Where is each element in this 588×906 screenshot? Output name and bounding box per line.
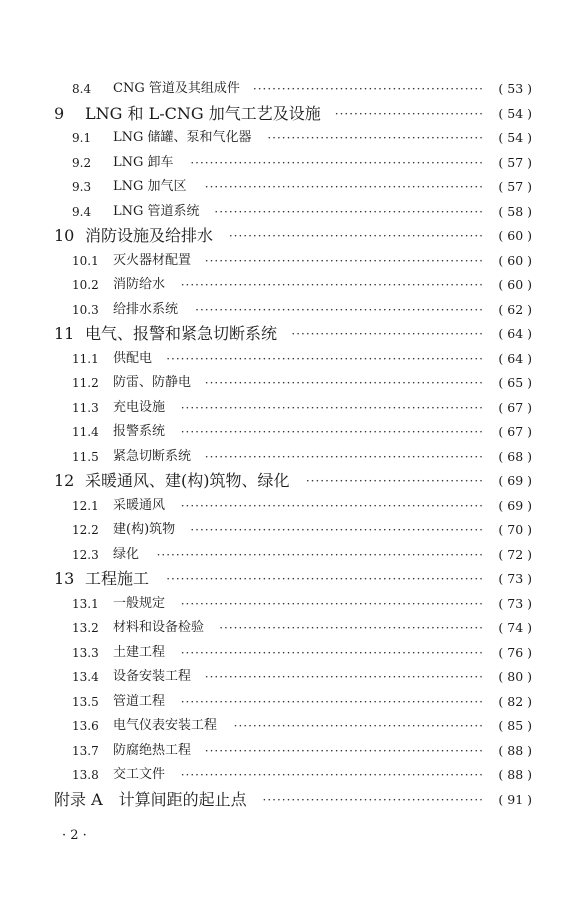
toc-entry-title: 供配电 bbox=[113, 350, 153, 366]
toc-dot-leader: ················································ bbox=[252, 82, 484, 96]
toc-entry-title: 设备安装工程 bbox=[113, 669, 192, 684]
toc-section-row bbox=[0, 175, 588, 199]
toc-page-reference: ( 74 ) bbox=[498, 620, 532, 635]
toc-section-row bbox=[0, 396, 588, 420]
toc-section-row bbox=[0, 126, 588, 150]
toc-entry-title: 电气仪表安装工程 bbox=[113, 718, 218, 733]
toc-section-row bbox=[0, 273, 588, 297]
toc-page-reference: ( 82 ) bbox=[498, 693, 532, 709]
toc-dot-leader: ········································ bbox=[291, 327, 484, 341]
toc-entry-number: 12.2 bbox=[72, 523, 99, 537]
toc-page-reference: ( 53 ) bbox=[498, 81, 532, 96]
toc-dot-leader: ····························································· bbox=[190, 155, 484, 170]
toc-entry-number: 13.4 bbox=[72, 670, 99, 684]
toc-entry-title: 采暖通风、建(构)筑物、绿化 bbox=[85, 471, 290, 490]
toc-entry-number: 10 bbox=[54, 226, 75, 245]
toc-section-row bbox=[0, 543, 588, 567]
toc-section-row bbox=[0, 494, 588, 518]
toc-dot-leader: ·························································· bbox=[204, 449, 484, 464]
toc-entry-number: 13.6 bbox=[72, 719, 99, 733]
toc-section-row bbox=[0, 690, 588, 714]
toc-entry-title: CNG 管道及其组成件 bbox=[113, 81, 240, 96]
toc-section-row bbox=[0, 739, 588, 763]
toc-entry-number: 9.1 bbox=[72, 131, 92, 145]
toc-entry-number: 8.4 bbox=[72, 82, 92, 96]
toc-entry-number: 9 bbox=[54, 103, 65, 123]
toc-dot-leader: ······························································· bbox=[180, 400, 484, 415]
toc-section-row bbox=[0, 616, 588, 640]
toc-page-reference: ( 64 ) bbox=[498, 350, 532, 366]
toc-entry-number: 13.8 bbox=[72, 768, 99, 782]
toc-page-reference: ( 54 ) bbox=[498, 130, 532, 145]
toc-page-reference: ( 57 ) bbox=[498, 154, 532, 170]
toc-entry-title: 建(构)筑物 bbox=[113, 522, 176, 537]
toc-entry-number: 12.3 bbox=[72, 547, 99, 562]
toc-dot-leader: ······························································· bbox=[180, 596, 484, 611]
toc-entry-title: LNG 加气区 bbox=[113, 179, 187, 194]
toc-section-row bbox=[0, 714, 588, 738]
toc-page-reference: ( 88 ) bbox=[498, 767, 532, 782]
toc-entry-title: LNG 卸车 bbox=[113, 154, 174, 170]
toc-page-reference: ( 65 ) bbox=[498, 375, 532, 390]
toc-page-reference: ( 54 ) bbox=[498, 105, 532, 121]
toc-entry-title: 消防给水 bbox=[113, 277, 166, 292]
toc-dot-leader: ····························································· bbox=[190, 523, 484, 537]
toc-dot-leader: ·························································· bbox=[204, 743, 484, 758]
toc-page-reference: ( 69 ) bbox=[498, 497, 532, 513]
toc-chapter-row bbox=[0, 567, 588, 591]
toc-entry-title: 充电设施 bbox=[113, 399, 166, 415]
toc-page-reference: ( 57 ) bbox=[498, 179, 532, 194]
toc-section-row bbox=[0, 347, 588, 371]
toc-dot-leader: ······························································· bbox=[180, 645, 484, 660]
toc-dot-leader: ······························································· bbox=[180, 425, 484, 439]
toc-entry-number: 12.1 bbox=[72, 498, 99, 513]
toc-entry-number: 12 bbox=[54, 471, 75, 490]
toc-dot-leader: ·························································· bbox=[204, 670, 484, 684]
toc-section-row bbox=[0, 641, 588, 665]
toc-chapter-row bbox=[0, 224, 588, 248]
toc-entry-number: 9.3 bbox=[72, 180, 92, 194]
toc-dot-leader: ·························································· bbox=[204, 376, 484, 390]
toc-entry-number: 11.1 bbox=[72, 351, 99, 366]
toc-entry-title: 附录 A 计算间距的起止点 bbox=[54, 789, 247, 809]
toc-page-reference: ( 76 ) bbox=[498, 644, 532, 660]
toc-entry-number: 13.7 bbox=[72, 743, 99, 758]
toc-dot-leader: ············································· bbox=[267, 131, 484, 145]
toc-dot-leader: ···································································· bbox=[156, 547, 484, 562]
toc-entry-title: 给排水系统 bbox=[113, 301, 179, 317]
toc-section-row bbox=[0, 298, 588, 322]
toc-section-row bbox=[0, 77, 588, 101]
toc-entry-title: 土建工程 bbox=[113, 644, 166, 660]
toc-section-row bbox=[0, 200, 588, 224]
toc-entry-number: 11 bbox=[54, 324, 75, 343]
toc-entry-number: 13.5 bbox=[72, 694, 99, 709]
toc-section-row bbox=[0, 665, 588, 689]
toc-entry-number: 13.1 bbox=[72, 596, 99, 611]
toc-entry-title: LNG 管道系统 bbox=[113, 203, 200, 219]
toc-entry-number: 10.1 bbox=[72, 253, 99, 268]
toc-page-reference: ( 60 ) bbox=[498, 228, 532, 243]
toc-page-reference: ( 60 ) bbox=[498, 252, 532, 268]
toc-entry-number: 13.2 bbox=[72, 621, 99, 635]
toc-entry-number: 10.3 bbox=[72, 302, 99, 317]
toc-section-row bbox=[0, 371, 588, 395]
toc-entry-number: 13.3 bbox=[72, 645, 99, 660]
toc-dot-leader: ·································································· bbox=[166, 572, 484, 586]
toc-page-reference: ( 73 ) bbox=[498, 595, 532, 611]
toc-dot-leader: ······························· bbox=[334, 106, 484, 121]
toc-entry-number: 9.4 bbox=[72, 204, 92, 219]
toc-dot-leader: ·············································· bbox=[262, 792, 484, 807]
toc-entry-title: 交工文件 bbox=[113, 767, 166, 782]
toc-dot-leader: ·························································· bbox=[204, 253, 484, 268]
toc-page-reference: ( 69 ) bbox=[498, 473, 532, 488]
toc-page-reference: ( 62 ) bbox=[498, 301, 532, 317]
toc-page-reference: ( 67 ) bbox=[498, 424, 532, 439]
toc-dot-leader: ······························································· bbox=[180, 768, 484, 782]
toc-appendix-row bbox=[0, 788, 588, 812]
toc-page-reference: ( 85 ) bbox=[498, 718, 532, 733]
toc-section-row bbox=[0, 249, 588, 273]
toc-entry-number: 13 bbox=[54, 569, 75, 588]
toc-entry-title: 工程施工 bbox=[85, 569, 150, 588]
toc-page-reference: ( 64 ) bbox=[498, 326, 532, 341]
toc-entry-title: 紧急切断系统 bbox=[113, 448, 192, 464]
toc-dot-leader: ·································································· bbox=[166, 351, 484, 366]
toc-entry-number: 11.5 bbox=[72, 449, 99, 464]
toc-chapter-row bbox=[0, 102, 588, 126]
toc-section-row bbox=[0, 151, 588, 175]
toc-dot-leader: ······························································· bbox=[180, 278, 484, 292]
toc-entry-title: 材料和设备检验 bbox=[113, 620, 205, 635]
toc-page-reference: ( 70 ) bbox=[498, 522, 532, 537]
toc-dot-leader: ····································· bbox=[305, 474, 484, 488]
toc-entry-title: LNG 储罐、泵和气化器 bbox=[113, 130, 252, 145]
toc-entry-title: 绿化 bbox=[113, 546, 140, 562]
toc-entry-title: 报警系统 bbox=[113, 424, 166, 439]
toc-dot-leader: ······························································· bbox=[180, 498, 484, 513]
toc-dot-leader: ···························································· bbox=[195, 302, 484, 317]
toc-entry-title: 消防设施及给排水 bbox=[85, 226, 214, 245]
toc-entry-title: 防腐绝热工程 bbox=[113, 742, 192, 758]
toc-page-reference: ( 88 ) bbox=[498, 742, 532, 758]
toc-entry-title: 一般规定 bbox=[113, 595, 166, 611]
toc-dot-leader: ························································ bbox=[214, 204, 484, 219]
toc-section-row bbox=[0, 420, 588, 444]
toc-dot-leader: ······························································· bbox=[180, 694, 484, 709]
toc-entry-title: 灭火器材配置 bbox=[113, 252, 192, 268]
toc-section-row bbox=[0, 592, 588, 616]
toc-dot-leader: ···················································· bbox=[233, 719, 484, 733]
toc-page-reference: ( 72 ) bbox=[498, 546, 532, 562]
toc-entry-title: 采暖通风 bbox=[113, 497, 166, 513]
toc-chapter-row bbox=[0, 469, 588, 493]
toc-section-row bbox=[0, 763, 588, 787]
toc-page-reference: ( 60 ) bbox=[498, 277, 532, 292]
toc-entry-number: 11.2 bbox=[72, 376, 99, 390]
toc-page-reference: ( 67 ) bbox=[498, 399, 532, 415]
toc-entry-title: 管道工程 bbox=[113, 693, 166, 709]
toc-entry-number: 10.2 bbox=[72, 278, 99, 292]
toc-entry-title: LNG 和 L-CNG 加气工艺及设施 bbox=[85, 103, 321, 123]
toc-page-reference: ( 73 ) bbox=[498, 571, 532, 586]
toc-page-reference: ( 91 ) bbox=[498, 791, 532, 807]
toc-entry-title: 防雷、防静电 bbox=[113, 375, 192, 390]
toc-entry-number: 11.4 bbox=[72, 425, 99, 439]
toc-dot-leader: ······················································· bbox=[219, 621, 484, 635]
toc-page-reference: ( 58 ) bbox=[498, 203, 532, 219]
toc-dot-leader: ·························································· bbox=[204, 180, 484, 194]
toc-section-row bbox=[0, 518, 588, 542]
toc-entry-number: 11.3 bbox=[72, 400, 99, 415]
toc-entry-title: 电气、报警和紧急切断系统 bbox=[85, 324, 278, 343]
toc-dot-leader: ····················································· bbox=[228, 229, 484, 243]
toc-chapter-row bbox=[0, 322, 588, 346]
toc-page-reference: ( 80 ) bbox=[498, 669, 532, 684]
page-number: · 2 · bbox=[62, 828, 87, 843]
toc-page-reference: ( 68 ) bbox=[498, 448, 532, 464]
toc-entry-number: 9.2 bbox=[72, 155, 92, 170]
toc-section-row bbox=[0, 445, 588, 469]
